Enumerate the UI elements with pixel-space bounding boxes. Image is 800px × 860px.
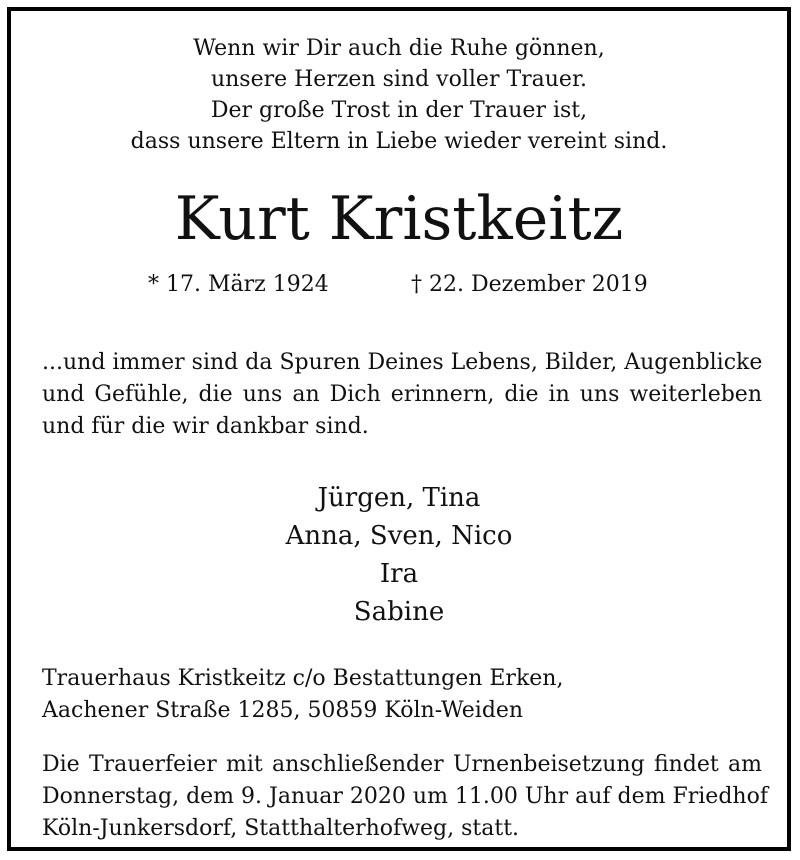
verse-line: Der große Trost in der Trauer ist, xyxy=(210,98,588,123)
ceremony-line: Donnerstag, dem 9. Januar 2020 um 11.00 Uhr auf dem Friedhof xyxy=(42,784,768,809)
ceremony-line: Köln-Junkersdorf, Statthalterhofweg, statt. xyxy=(42,816,520,841)
ceremony-line: Die Trauerfeier mit anschließender Urnenbeisetzung findet am xyxy=(42,752,762,777)
birth-date: * 17. März 1924 xyxy=(148,272,329,297)
mourner-line: Ira xyxy=(379,559,419,589)
mourner-line: Anna, Sven, Nico xyxy=(285,521,513,551)
verse-line: Wenn wir Dir auch die Ruhe gönnen, xyxy=(193,36,605,61)
verse-line: dass unsere Eltern in Liebe wieder vereint sind. xyxy=(130,129,668,154)
funeral-ceremony-info xyxy=(42,749,768,845)
verse-line: unsere Herzen sind voller Trauer. xyxy=(210,67,588,92)
memory-text xyxy=(42,347,762,443)
death-date: † 22. Dezember 2019 xyxy=(411,272,648,297)
deceased-name: Kurt Kristkeitz xyxy=(174,184,624,254)
mourning-house-address xyxy=(42,663,563,727)
mourner-line: Sabine xyxy=(353,597,445,627)
mourner-line: Jürgen, Tina xyxy=(317,483,481,513)
mourners-list xyxy=(11,479,787,631)
memorial-verse xyxy=(11,33,787,157)
address-line: Trauerhaus Kristkeitz c/o Bestattungen Erken, xyxy=(42,666,564,691)
memory-line: ...und immer sind da Spuren Deines Lebens, Bilder, Augenblicke xyxy=(42,350,763,375)
obituary-notice xyxy=(7,7,791,851)
memory-line: und für die wir dankbar sind. xyxy=(42,414,369,439)
memory-line: und Gefühle, die uns an Dich erinnern, die in uns weiterleben xyxy=(42,382,762,407)
address-line: Aachener Straße 1285, 50859 Köln-Weiden xyxy=(42,698,524,723)
